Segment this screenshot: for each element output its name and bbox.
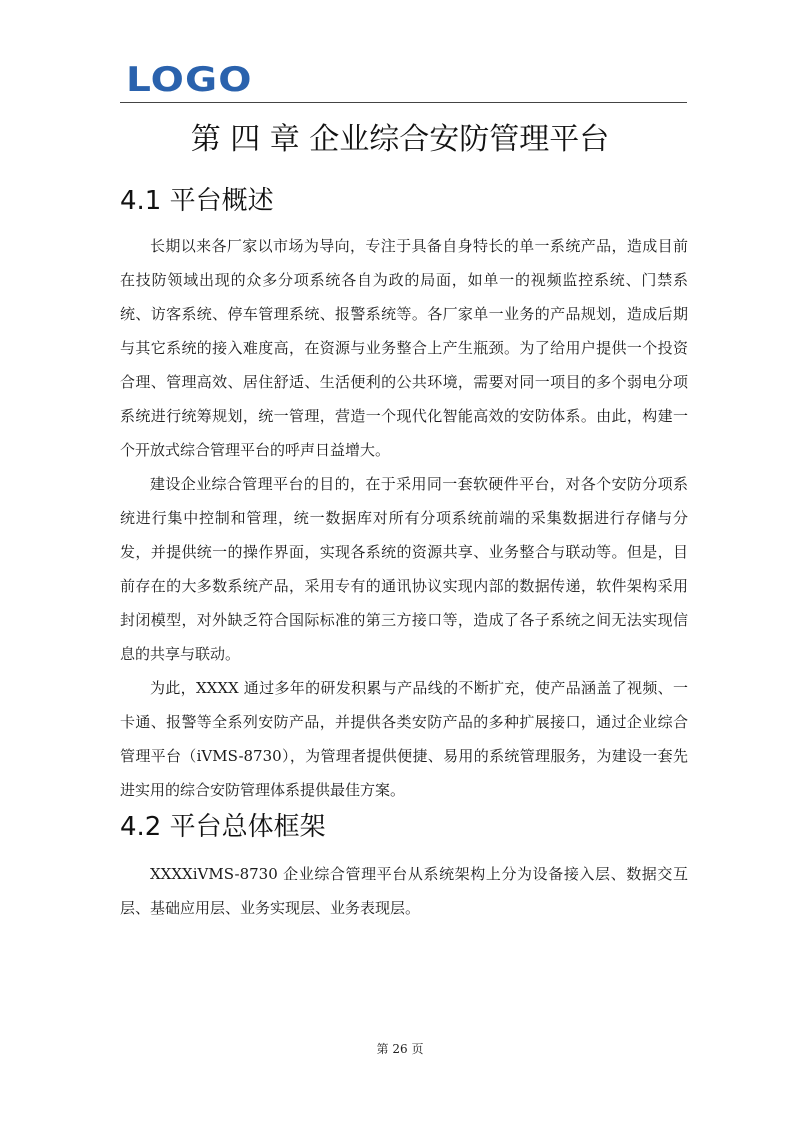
section-heading-4-1: 4.1 平台概述: [120, 186, 274, 216]
paragraph: XXXXiVMS-8730 企业综合管理平台从系统架构上分为设备接入层、数据交互层、基础应用层、业务实现层、业务表现层。: [120, 865, 688, 917]
paragraph: 为此，XXXX 通过多年的研发积累与产品线的不断扩充，使产品涵盖了视频、一卡通、报警等全系列安防产品，并提供各类安防产品的多种扩展接口，通过企业综合管理平台（iVMS-8730），为管理者提供便捷、易用的系统管理服务，为建设一套先进实用的综合安防管理体系提供最佳方案。: [120, 679, 688, 799]
paragraph: 建设企业综合管理平台的目的，在于采用同一套软硬件平台，对各个安防分项系统进行集中控制和管理，统一数据库对所有分项系统前端的采集数据进行存储与分发，并提供统一的操作界面，实现各系统的资源共享、业务整合与联动等。但是，目前存在的大多数系统产品，采用专有的通讯协议实现内部的数据传递，软件架构采用封闭模型，对外缺乏符合国际标准的第三方接口等，造成了各子系统之间无法实现信息的共享与联动。: [120, 475, 688, 663]
company-logo: LOGO: [126, 60, 253, 100]
chapter-title: 第 四 章 企业综合安防管理平台: [190, 122, 610, 157]
page-header: [120, 60, 687, 103]
section-body-4-2: [120, 857, 688, 925]
section-heading-4-2: 4.2 平台总体框架: [120, 812, 326, 842]
section-body-4-1: [120, 229, 688, 807]
paragraph: 长期以来各厂家以市场为导向，专注于具备自身特长的单一系统产品，造成目前在技防领域出现的众多分项系统各自为政的局面，如单一的视频监控系统、门禁系统、访客系统、停车管理系统、报警系统等。各厂家单一业务的产品规划，造成后期与其它系统的接入难度高，在资源与业务整合上产生瓶颈。为了给用户提供一个投资合理、管理高效、居住舒适、生活便利的公共环境，需要对同一项目的多个弱电分项系统进行统筹规划，统一管理，营造一个现代化智能高效的安防体系。由此，构建一个开放式综合管理平台的呼声日益增大。: [120, 237, 688, 459]
page-number: 第 26 页: [376, 1042, 424, 1056]
